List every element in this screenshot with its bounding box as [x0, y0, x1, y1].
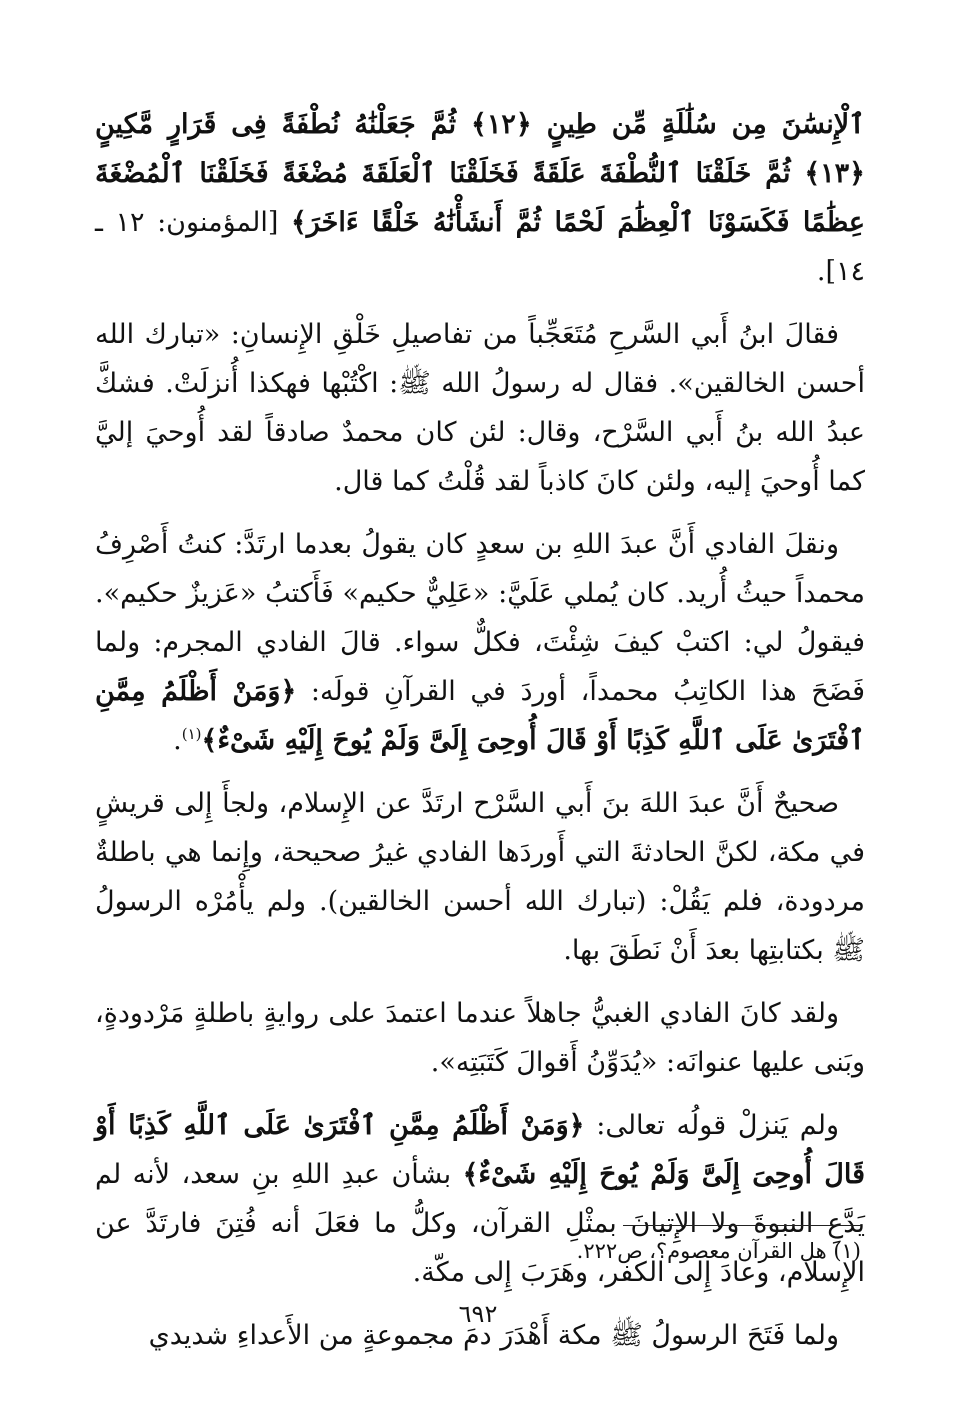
paragraph: [95, 779, 865, 975]
quran-verse: ٱلْإِنسَٰنَ مِن سُلَٰلَةٍ مِّن طِينٍ ﴿١٢﴾ ثُمَّ جَعَلْنَٰهُ نُطْفَةً فِى قَرَارٍ مَّكِينٍ ﴿١٣﴾ ثُمَّ خَلَقْنَا ٱلنُّطْفَةَ عَلَقَةً فَخَلَقْنَا ٱلْعَلَقَةَ مُضْغَةً فَخَلَقْنَا ٱلْمُضْغَةَ عِظَٰمًا فَكَسَوْنَا ٱلْعِظَٰمَ لَحْمًا ثُمَّ أَنشَأْنَٰهُ خَلْقًا ءَاخَرَ﴾: [95, 109, 866, 238]
paragraph: [95, 100, 865, 296]
paragraph: [95, 1101, 865, 1297]
text-run: صحيحٌ أَنَّ عبدَ اللهَ بنَ أَبي السَّرْح ارتَدَّ عن الإِسلام، ولجأَ إِلى قريشٍ في مكة، لكنَّ الحادثةَ التي أَوردَها الفادي غيرُ صحيحة، وإِنما هي باطلةٌ مردودة، فلم يَقُلْ: (تبارك الله أحسن الخالقين). ولم يأْمُرْه الرسولُ ﷺ بكتابتِها بعدَ أَنْ نَطَقَ بها.: [95, 788, 865, 966]
paragraph: [95, 310, 865, 506]
text-run: .: [173, 725, 182, 756]
text-run: بشأن عبدِ اللهِ بنِ سعد، لأنه لم يَدَّعِ النبوةَ ولا الإِتيانَ بمثْلِ القرآن، وكلُّ ما فعَلَ أنه فُتِنَ فارتَدَّ عن الإِسلام، وعادَ إِلى الكفر، وهَرَبَ إِلى مكّة.: [95, 1159, 865, 1288]
page-body: [95, 100, 865, 1360]
paragraph: [95, 520, 865, 765]
footnote: (١) هل القرآن معصوم؟، ص٢٢٢.: [576, 1239, 861, 1263]
quran-verse: ﴿وَمَنْ أَظْلَمُ مِمَّنِ ٱفْتَرَىٰ عَلَى ٱللَّهِ كَذِبًا أَوْ قَالَ أُوحِىَ إِلَىَّ وَلَمْ يُوحَ إِلَيْهِ شَىْءٌ﴾: [95, 1110, 865, 1190]
text-run: فقالَ ابنُ أَبي السَّرحِ مُتَعَجِّباً من تفاصيلِ خَلْقِ الإِنسانِ: «تبارك الله أحسن الخالقين». فقال له رسولُ الله ﷺ: اكْتُبْها فهكذا أُنزلَتْ. فشكَّ عبدُ الله بنُ أَبي السَّرْح، وقال: لئن كان محمدٌ صادقاً لقد أُوحيَ إليَّ كما أُوحيَ إليه، ولئن كانَ كاذباً لقد قُلْتُ كما قال.: [95, 319, 865, 497]
paragraph: [95, 989, 865, 1087]
text-run: ولم يَنزلْ قولُه تعالى:: [584, 1110, 839, 1141]
page-number: ٦٩٢: [458, 1300, 498, 1328]
text-run: ونقلَ الفادي أَنَّ عبدَ اللهِ بن سعدٍ كان يقولُ بعدما ارتَدَّ: كنتُ أَصْرِفُ محمداً حيثُ أُريد. كان يُملي عَلَيَّ: «عَلِيٌّ حكيم» فَأَكتبُ «عَزيزٌ حكيم». فيقولُ لي: اكتبْ كيفَ شِئْتَ، فكلٌّ سواء. قالَ الفادي المجرم: ولما فَضَحَ هذا الكاتِبُ محمداً، أوردَ في القرآنِ قولَه:: [95, 529, 865, 707]
quran-verse: ﴿وَمَنْ أَظْلَمُ مِمَّنِ ٱفْتَرَىٰ عَلَى ٱللَّهِ كَذِبًا أَوْ قَالَ أُوحِىَ إِلَىَّ وَلَمْ يُوحَ إِلَيْهِ شَىْءٌ﴾: [95, 676, 865, 756]
text-run: ولقد كانَ الفادي الغبيُّ جاهلاً عندما اعتمدَ على روايةٍ باطلةٍ مَرْدودةٍ، وبَنى عليها عنوانَه: «يُدَوِّنُ أَقوالَ كَتَبَتِه».: [95, 998, 865, 1078]
footnote-separator: [623, 1225, 861, 1226]
text-run: [المؤمنون: ١٢ ـ ١٤].: [95, 207, 865, 287]
footnote-marker: (١): [181, 725, 202, 743]
text-run: ولما فَتَحَ الرسولُ ﷺ مكة أَهْدَرَ دمَ مجموعةٍ من الأَعداءِ شديدي: [148, 1320, 839, 1351]
